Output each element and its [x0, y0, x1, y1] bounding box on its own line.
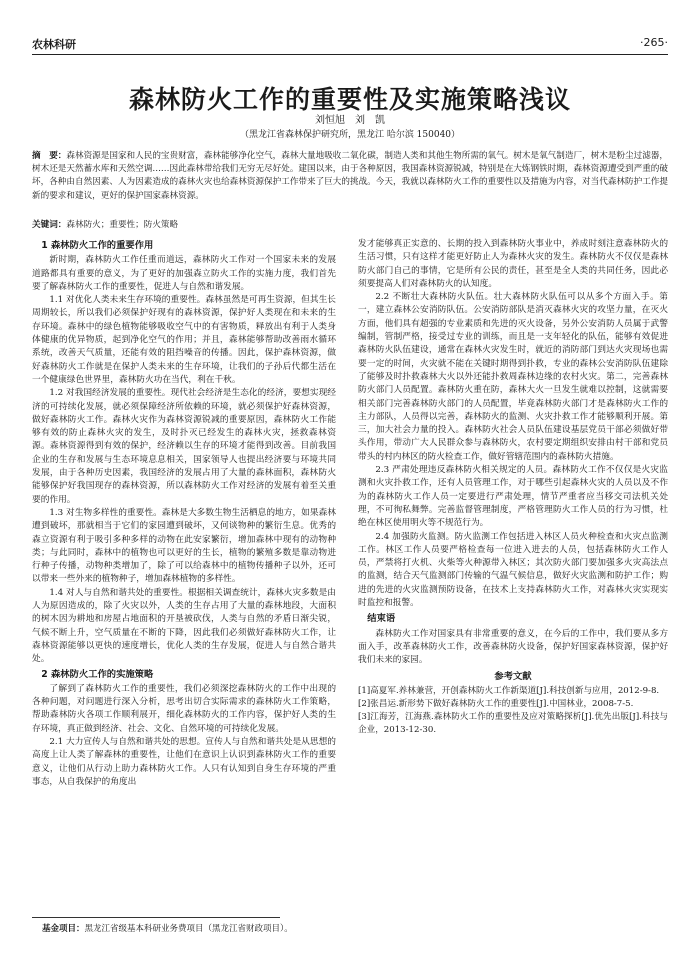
paragraph: 1.3 对生物多样性的重要性。森林是大多数生物生活栖息的地方，如果森林遭到破坏，那就相当于它们的家园遭到破坏，又何谈物种的繁衍生息。优秀的森立资源有利于吸引多种多样的动物在此安家繁衍，增加森林中现有的动物种类；与此同时，森林中的植物也可以更好的生长，植物的繁殖多数是靠动物进行种子传播，动物种类增加了，除了可以给森林中的植物传播种子以外，还可以带来一些外来的植物种子，增加森林植物的多样性。	[32, 507, 336, 585]
paragraph: 森林防火工作对国家具有非常重要的意义，在今后的工作中，我们要从多方面入手，改革森林防火工作，改善森林防火设备，保护好国家森林资源，保护好我们未来的家园。	[358, 628, 668, 666]
paragraph: 2.4 加强防火监测。防火监测工作包括进入林区人员火种检查和火灾点监测工作。林区工作人员要严格检查每一位进入进去的人员，包括森林防火工作人员，严禁将打火机、火柴等火种源带入林区；其次防火部门要加强多火灾高法点的监测，结合天气监测部门传输的气温气候信息，做好火灾监测和防护工作；购进的先进的火灾监测预防设备，在技术上支持森林防火工作，对森林火灾实现实时监控和报警。	[358, 531, 668, 609]
funding-note	[42, 922, 293, 934]
paragraph: 2.3 严肃处理违反森林防火相关规定的人员。森林防火工作不仅仅是火灾监测和火灾扑救工作，还有人员管理工作，对于哪些引起森林火灾的人员以及不作为的森林防火工作人员一定要进行严肃处理，情节严重者应当移交司法机关处理，不可徇私舞弊。完善监督管理制度，严格管理防火工作人员的行为习惯，杜绝在林区使用明火等不规范行为。	[358, 465, 668, 529]
references-heading: 参考文献	[494, 670, 532, 682]
conclusion-heading: 结束语	[367, 613, 396, 625]
abstract	[32, 150, 668, 203]
right-column	[358, 238, 668, 737]
paragraph: 发才能够真正实意的、长期的投入到森林防火事业中，养成时刻注意森林防火的生活习惯，只有这样才能更好防止人为森林火灾的发生。森林防火不仅仅是森林防火部门自己的事情，它是所有公民的责任，甚至是全人类的共同任务，因此必须要提高人们对森林防火的认知度。	[358, 239, 668, 289]
reference-item: [2]张昌运.新形势下做好森林防火工作的重要性[J].中国林业，2008-7-5.	[358, 698, 634, 709]
authors: 刘恒旭 刘 凯	[315, 115, 385, 126]
article-title: 森林防火工作的重要性及实施策略浅议	[128, 85, 571, 114]
paragraph: 2.2 不断壮大森林防火队伍。壮大森林防火队伍可以从多个方面入手。第一，建立森林公安消防队伍。公安消防部队是消灭森林火灾的攻坚力量，在灭火方面，他们具有超强的专业素质和先进的灭火设备，另外公安消防人员属于武警编制，管制严格，接受过专业的训练，而且是一支年轻化的队伍，能够有效促进森林防火队伍建设，通常在森林火灾发生时，就近的消防部门到达火灾现场也需要一定的时间，火灾就不能在关键时期得到扑救，专业的森林公安消防队伍建除了能够及时扑救森林大火以外还能扑救周森林边缘的农村火灾。第二，完善森林防火部门人员配置。森林防火重在防，森林大火一旦发生就难以控制，这就需要相关部门完善森林防火部门的人员配置，毕竟森林防火部门才是森林防火工作的主力部队，人员得以完善，森林防火的监测、火灾扑救工作才能够顺利开展。第三，加大社会力量的投入。森林防火社会人员队伍建设基层党员干部必须做好带头作用，带动广大人民群众参与森林防火，农村要定期组织安排由村干部和党员带头的村内林区的防火检查工作，做好管辖范围内的森林防火措施。	[358, 292, 668, 462]
paragraph: 1.1 对优化人类未来生存环境的重要性。森林虽然是可再生资源，但其生长周期较长，所以我们必须保护好现有的森林资源，保护好人类现在和未来的生存环境。森林中的绿色植物能够吸收空气中的有害物质，释放出有利于人类身体健康的优异物质，起到净化空气的作用；并且，森林能够帮助改善雨水循环系统，改善天气质量，还能有效的阻挡噪音的传播。因此，保护森林资源，做好森林防火工作就是在保护人类未来的生存环境，让我们的子孙后代都生活在一个健康绿色世界里，森林防火功在当代，利在千秋。	[32, 295, 336, 385]
left-column	[32, 238, 336, 789]
keywords-label: 关键词：	[32, 220, 67, 230]
affiliation: （黑龙江省森林保护研究所，黑龙江 哈尔滨 150040）	[239, 130, 461, 140]
abstract-label: 摘 要：	[32, 151, 67, 161]
section-heading: 1 森林防火工作的重要作用	[41, 240, 154, 251]
paragraph: 新时期，森林防火工作任重而道远，森林防火工作对一个国家未来的发展道路都具有重要的意义，为了更好的加强森立防火工作的实施力度，我们首先要了解森林防火工作的重要性，促进人与自然和谐发展。	[32, 255, 336, 292]
journal-name: 农林科研	[32, 38, 76, 51]
keywords	[32, 218, 668, 230]
paragraph: 了解到了森林防火工作的重要性，我们必须深挖森林防火的工作中出现的各种问题，对问题进行深入分析，思考出切合实际需求的森林防火工作策略，帮助森林防火各项工作顺利展开，细化森林防火的工作内容，保护好人类的生存环境，真正做到经济、社会、文化、自然环境的可持续化发展。	[32, 683, 336, 734]
paragraph: 2.1 大力宣传人与自然和谐共处的思想。宣传人与自然和谐共处是从思想的高度上让人类了解森林的重要性，让他们在意识上认识到森林防火工作的重要意义，让他们从行动上助力森林防火工作。人只有认知到自身生存环境的严重事态，从自我保护的角度出	[32, 736, 336, 787]
footnote-rule	[32, 917, 280, 918]
keywords-text: 森林防火；重要性；防火策略	[66, 220, 179, 230]
reference-item: [3]江海芳，江海燕.森林防火工作的重要性及应对策略探析[J].优先出版[J].科技与企业，2013-12-30.	[358, 711, 668, 735]
funding-label: 基金项目：	[42, 924, 85, 934]
section-heading: 2 森林防火工作的实施策略	[41, 668, 154, 680]
page-number: ·265·	[640, 36, 668, 49]
funding-text: 黑龙江省级基本科研业务费项目（黑龙江省财政项目）。	[84, 924, 293, 934]
paragraph: 1.2 对我国经济发展的重要性。现代社会经济是生态化的经济，要想实现经济的可持续化发展，就必须保障经济所依赖的环境，就必须保护好森林资源，做好森林防火工作。森林火灾作为森林资源锐减的重要原因，森林防火工作能够有效的防止森林火灾的发生，及时扑灭已经发生的森林火灾，拯救森林资源。森林资源得到有效的保护，经济赖以生存的环境才能得到改善。目前我国企业的生存和发展与生态环境息息相关，国家领导人也提出经济要与环境共同发展，由于各种历史因素，我国经济的发展占用了大量的森林面积，森林防火能够保护好我国现存的森林资源，所以森林防火工作对经济的发展有着至关重要的作用。	[32, 388, 336, 505]
paragraph: 1.4 对人与自然和谐共处的重要性。根据相关调查统计，森林火灾多数是由人为原因造成的，除了火灾以外，人类的生存占用了大量的森林地段，大面积的树木因为耕地和房屋占地面积的开垦被砍伐，人类与自然的矛盾日渐尖锐，气候不断上升，空气质量在不断的下降，因此我们必须做好森林防火工作，让森林资源能够以更快的速度增长，优化人类的生存发展，促进人与自然合谐共处。	[32, 587, 336, 665]
abstract-text: 森林资源是国家和人民的宝贵财富，森林能够净化空气，森林大量地吸收二氧化碳，制造人类和其他生物所需的氧气。树木是氧气制造厂，树木是粉尘过滤器，树木还是天然蓄水库和天然空调……因此森林带给我们无穷无尽好处。建国以来，由于各种原因，我国森林资源锐减，特别是在大炼钢铁时期，森林资源遭受到严重的破坏，各种由自然因素、人为因素造成的森林火灾也给森林资源保护工作带来了巨大的挑战。今天，我就以森林防火工作的重要性以及措施为内容，对当代森林防护工作提新的要求和建议，更好的保护国家森林资源。	[32, 151, 668, 201]
header-rule	[32, 54, 668, 55]
reference-item: [1]高夏军.养林兼营，开创森林防火工作新渠道[J].科技创新与应用，2012-9-8.	[358, 685, 660, 696]
running-header	[32, 36, 668, 54]
